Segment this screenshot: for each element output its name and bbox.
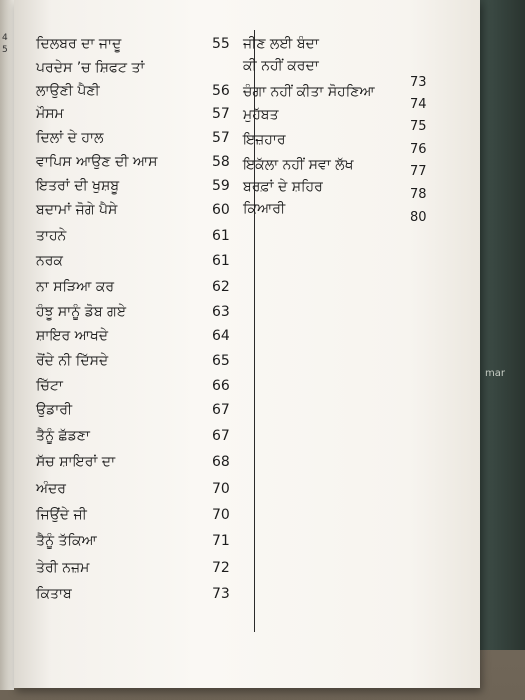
toc-entry-title: ਮੌਸਮ <box>36 106 64 122</box>
toc-entry-title: ਬਰਫ਼ਾਂ ਦੇ ਸ਼ਹਿਰ <box>243 179 323 195</box>
toc-entry-page: 80 <box>410 210 427 225</box>
toc-entry <box>36 530 238 552</box>
toc-entry-title: ਜੀਣ ਲਈ ਬੰਦਾ <box>243 36 319 52</box>
toc-entry-title: ਤੈਨੂੰ ਤੱਕਿਆ <box>36 533 97 549</box>
toc-entry-page: 70 <box>212 481 230 497</box>
toc-entry <box>36 425 238 447</box>
spine-text: mar <box>485 368 505 379</box>
toc-entry-title: ਉਡਾਰੀ <box>36 402 73 418</box>
toc-entry-page: 78 <box>410 187 427 202</box>
toc-entry <box>36 250 238 272</box>
toc-entry-page: 66 <box>212 378 230 394</box>
toc-entry-page: 74 <box>410 97 427 112</box>
toc-entry-page: 71 <box>212 533 230 549</box>
toc-entry-title: ਚੰਗਾ ਨਹੀਂ ਕੀਤਾ ਸੋਹਣਿਆ <box>243 84 375 100</box>
toc-entry <box>36 399 238 421</box>
toc-entry-page: 57 <box>212 106 230 122</box>
toc-entry-page: 63 <box>212 304 230 320</box>
toc-entry-page: 59 <box>212 178 230 194</box>
toc-entry-page: 73 <box>212 586 230 602</box>
toc-entry-title: ਤੇਰੀ ਨਜ਼ਮ <box>36 560 90 576</box>
toc-entry-title: ਕੀ ਨਹੀਂ ਕਰਦਾ <box>243 58 319 74</box>
toc-entry-title: ਵਾਪਿਸ ਆਉਣ ਦੀ ਆਸ <box>36 154 158 170</box>
toc-entry <box>36 276 238 298</box>
toc-entry <box>36 225 238 247</box>
toc-entry <box>36 80 238 102</box>
toc-entry-title: ਦਿਲਬਰ ਦਾ ਜਾਦੂ <box>36 36 122 52</box>
toc-entry <box>36 33 238 55</box>
book-page <box>14 0 480 688</box>
left-page-mark: 4 5 <box>2 33 8 55</box>
toc-entry <box>36 151 238 173</box>
toc-entry-title: ਕਿਤਾਬ <box>36 586 72 602</box>
toc-entry-title: ਨਰਕ <box>36 253 63 269</box>
toc-entry-page: 72 <box>212 560 230 576</box>
toc-entry <box>36 127 238 149</box>
toc-entry <box>36 57 238 79</box>
toc-entry <box>36 451 238 473</box>
toc-entry-title: ਇਕੱਲਾ ਨਹੀਂ ਸਵਾ ਲੱਖ <box>243 157 354 173</box>
toc-entry-page: 61 <box>212 228 230 244</box>
toc-entry-title: ਸ਼ਾਇਰ ਆਖਦੇ <box>36 328 108 344</box>
toc-entry-title: ਦਿਲਾਂ ਦੇ ਹਾਲ <box>36 130 104 146</box>
toc-entry-page: 60 <box>212 202 230 218</box>
toc-entry-title: ਪਰਦੇਸ ’ਚ ਸ਼ਿਫਟ ਤਾਂ <box>36 60 145 76</box>
toc-entry-page: 56 <box>212 83 230 99</box>
toc-entry-page: 58 <box>212 154 230 170</box>
toc-entry-title: ਅੰਦਰ <box>36 481 66 497</box>
toc-entry-title: ਤੈਨੂੰ ਛੱਡਣਾ <box>36 428 90 444</box>
toc-entry <box>36 504 238 526</box>
toc-entry <box>36 301 238 323</box>
toc-entry-title: ਲਾਉਣੀ ਪੈਣੀ <box>36 83 100 99</box>
left-page-edge <box>0 0 14 690</box>
toc-entry-title: ਚਿੱਟਾ <box>36 378 63 394</box>
toc-entry-page: 57 <box>212 130 230 146</box>
toc-entry-page: 67 <box>212 428 230 444</box>
toc-entry-page: 68 <box>212 454 230 470</box>
toc-entry <box>36 583 238 605</box>
toc-entry-title: ਇਤਰਾਂ ਦੀ ਖੁਸ਼ਬੂ <box>36 178 120 194</box>
toc-entry-title: ਸੱਚ ਸ਼ਾਇਰਾਂ ਦਾ <box>36 454 116 470</box>
toc-entry-title: ਇਜ਼ਹਾਰ <box>243 132 286 148</box>
toc-entry-page: 65 <box>212 353 230 369</box>
toc-entry-title: ਮੁਹੱਬਤ <box>243 107 279 123</box>
toc-entry-title: ਹੰਝੂ ਸਾਨੂੰ ਡੋਬ ਗਏ <box>36 304 127 320</box>
toc-entry <box>36 103 238 125</box>
toc-entry-page: 64 <box>212 328 230 344</box>
toc-entry <box>36 557 238 579</box>
toc-entry <box>36 375 238 397</box>
toc-entry-page: 62 <box>212 279 230 295</box>
toc-entry-page: 67 <box>212 402 230 418</box>
toc-entry-title: ਬਦਾਮਾਂ ਜੋਗੇ ਪੈਸੇ <box>36 202 118 218</box>
toc-entry-page: 61 <box>212 253 230 269</box>
toc-entry <box>36 199 238 221</box>
toc-entry-page: 76 <box>410 142 427 157</box>
toc-entry <box>36 325 238 347</box>
toc-entry-page: 73 <box>410 75 427 90</box>
toc-entry-title: ਨਾ ਸੜਿਆ ਕਰ <box>36 279 115 295</box>
toc-entry <box>36 478 238 500</box>
toc-entry-page: 55 <box>212 36 230 52</box>
toc-entry-title: ਕਿਆਰੀ <box>243 201 286 217</box>
toc-entry-page: 70 <box>212 507 230 523</box>
toc-entry-title: ਰੋਂਦੇ ਨੀ ਦਿੱਸਦੇ <box>36 353 109 369</box>
toc-entry-page: 75 <box>410 119 427 134</box>
toc-entry-page: 77 <box>410 164 427 179</box>
toc-entry <box>36 350 238 372</box>
toc-entry-title: ਤਾਹਨੇ <box>36 228 67 244</box>
toc-entry <box>36 175 238 197</box>
toc-entry-title: ਜਿਉਂਦੇ ਜੀ <box>36 507 87 523</box>
